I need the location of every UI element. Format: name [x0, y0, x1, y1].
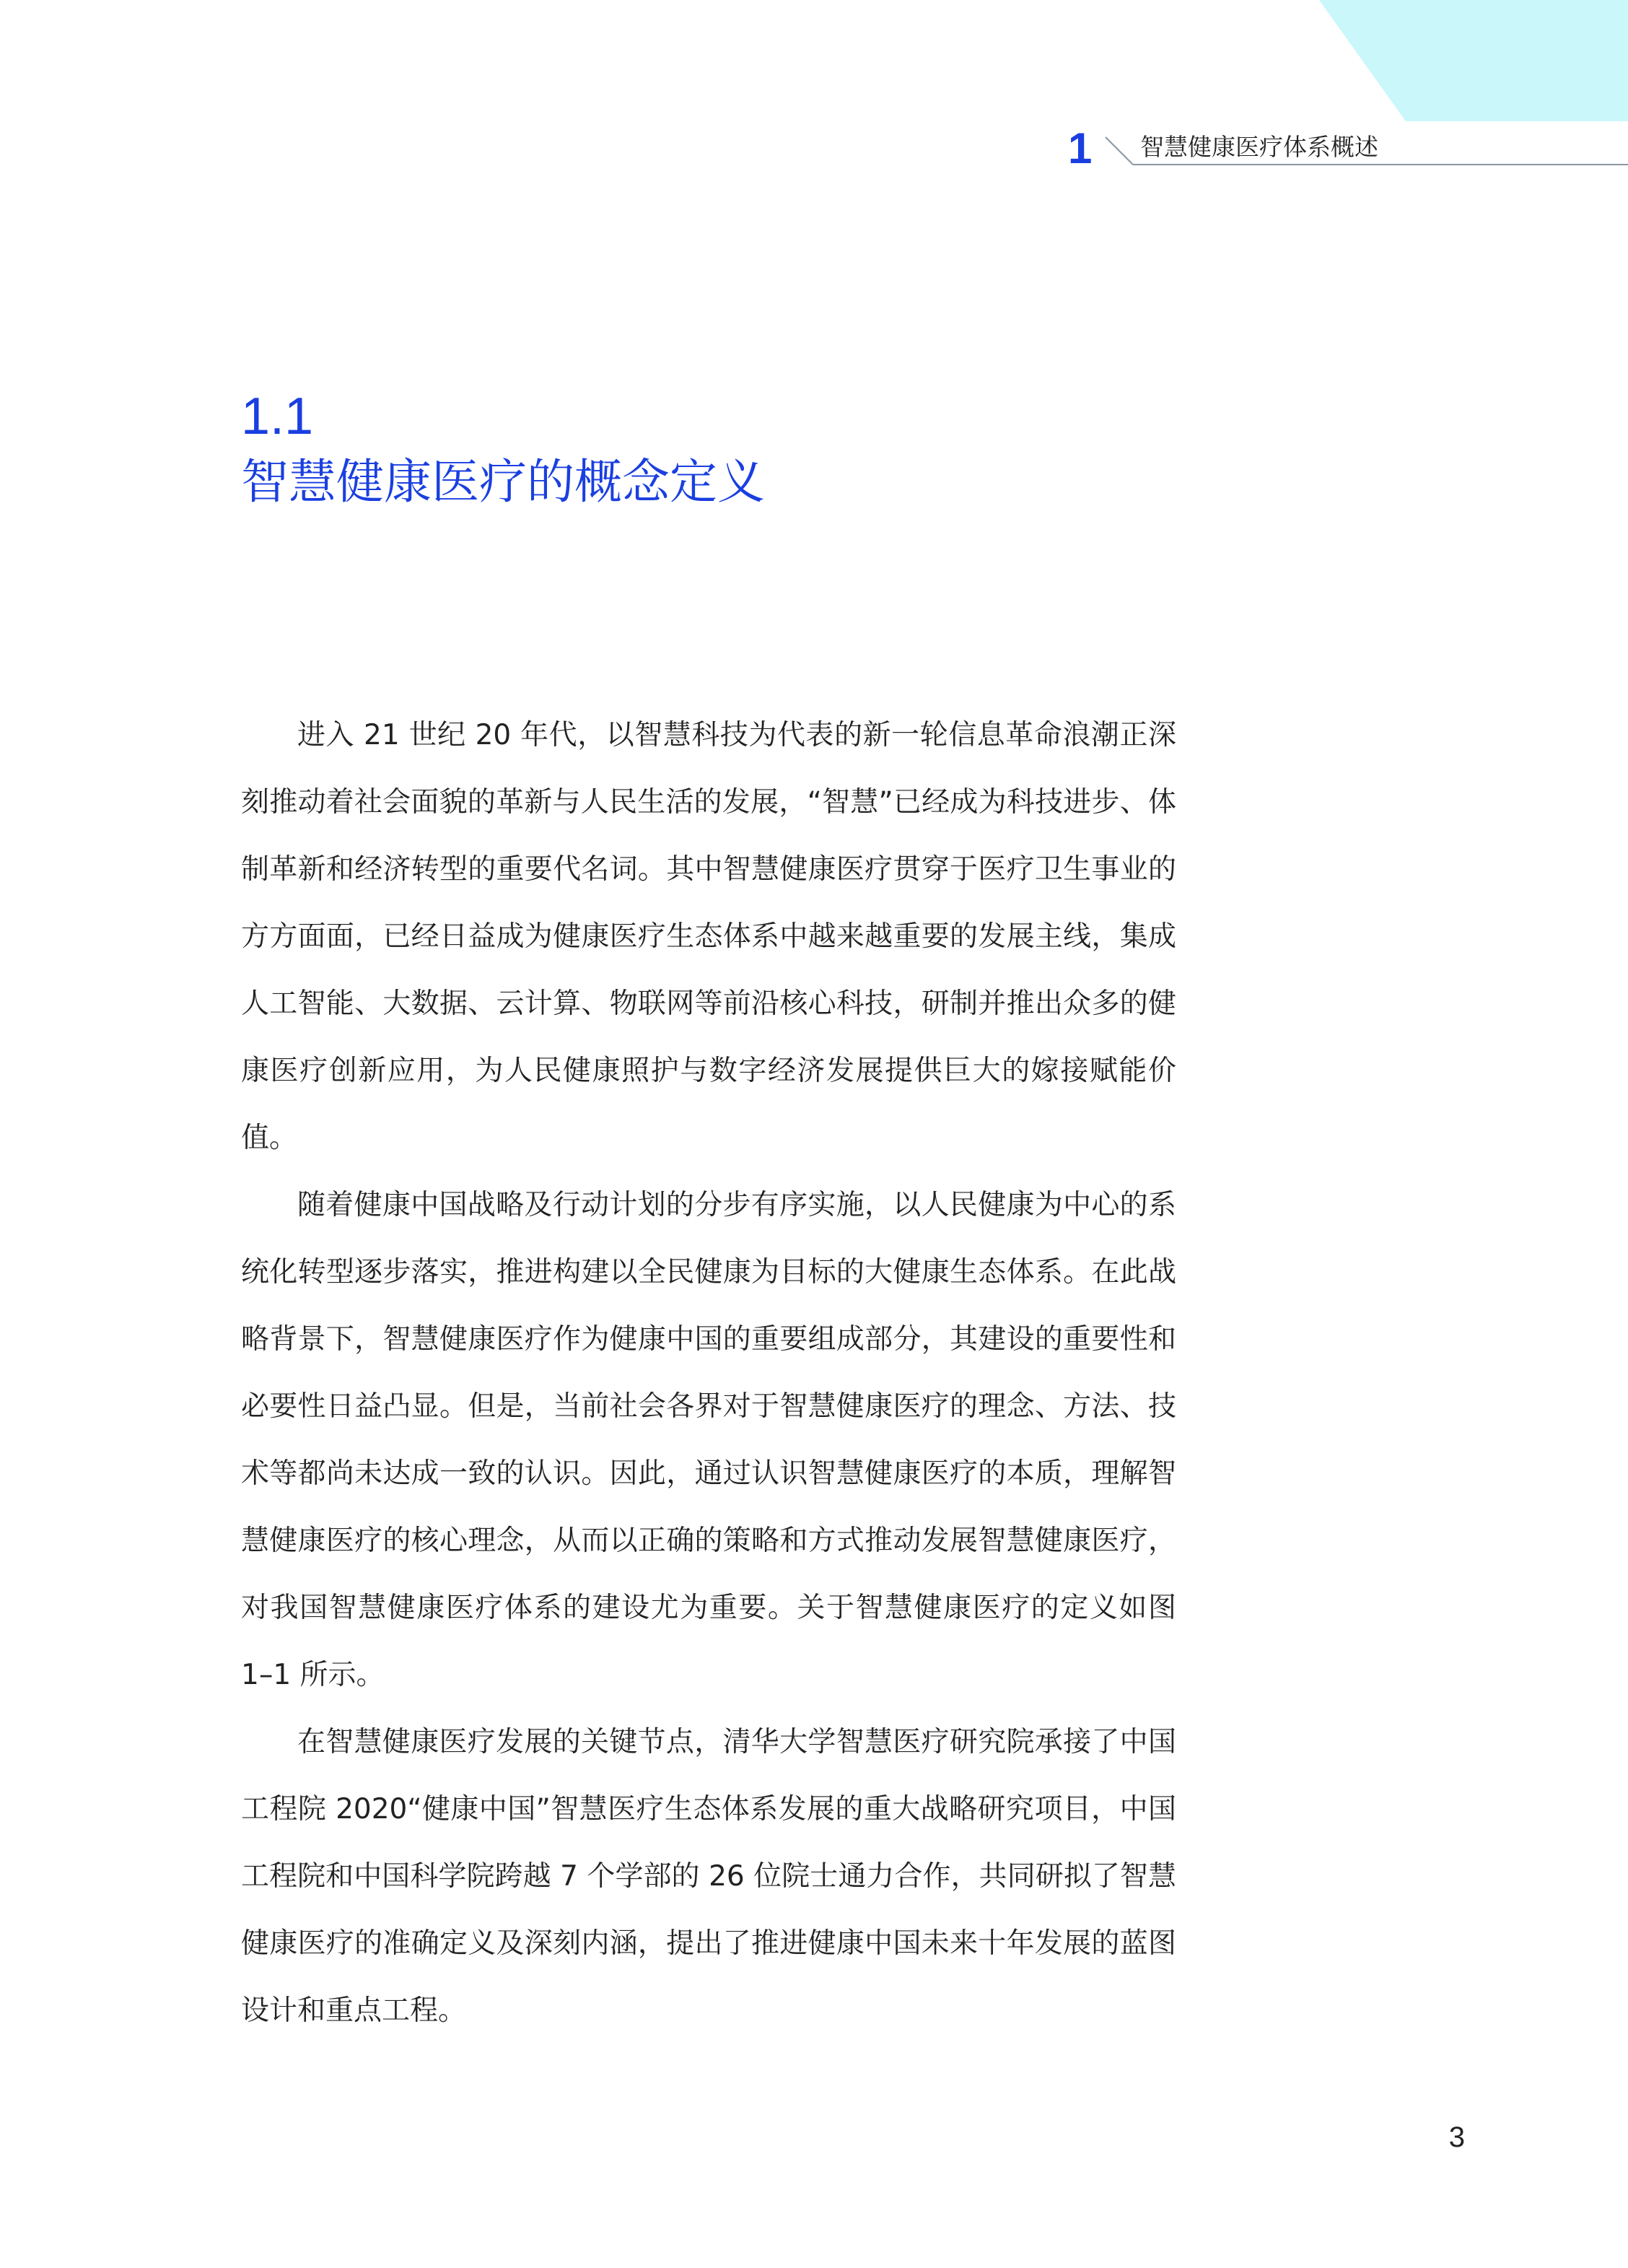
section-number: 1.1	[241, 388, 314, 445]
paragraph: 在智慧健康医疗发展的关键节点，清华大学智慧医疗研究院承接了中国工程院 2020“健康中国”智慧医疗生态体系发展的重大战略研究项目，中国工程院和中国科学院跨越 7 个学部的 26 位院士通力合作，共同研拟了智慧健康医疗的准确定义及深刻内涵，提出了推进健康中国未来十年发展的蓝图设计和重点工程。	[241, 1726, 1176, 2027]
corner-decoration	[0, 0, 1628, 130]
chapter-title: 智慧健康医疗体系概述	[1140, 133, 1378, 161]
paragraph: 随着健康中国战略及行动计划的分步有序实施，以人民健康为中心的系统化转型逐步落实，推进构建以全民健康为目标的大健康生态体系。在此战略背景下，智慧健康医疗作为健康中国的重要组成部分，其建设的重要性和必要性日益凸显。但是，当前社会各界对于智慧健康医疗的理念、方法、技术等都尚未达成一致的认识。因此，通过认识智慧健康医疗的本质，理解智慧健康医疗的核心理念，从而以正确的策略和方式推动发展智慧健康医疗，对我国智慧健康医疗体系的建设尤为重要。关于智慧健康医疗的定义如图 1–1 所示。	[241, 1189, 1176, 1691]
running-header	[1068, 124, 1628, 173]
section-title: 智慧健康医疗的概念定义	[241, 454, 765, 510]
body-text	[241, 702, 1176, 2044]
chapter-number: 1	[1068, 124, 1093, 173]
paragraph: 进入 21 世纪 20 年代，以智慧科技为代表的新一轮信息革命浪潮正深刻推动着社会面貌的革新与人民生活的发展，“智慧”已经成为科技进步、体制革新和经济转型的重要代名词。其中智慧健康医疗贯穿于医疗卫生事业的方方面面，已经日益成为健康医疗生态体系中越来越重要的发展主线，集成人工智能、大数据、云计算、物联网等前沿核心科技，研制并推出众多的健康医疗创新应用，为人民健康照护与数字经济发展提供巨大的嫁接赋能价值。	[241, 719, 1176, 1154]
page-number: 3	[1448, 2121, 1465, 2153]
